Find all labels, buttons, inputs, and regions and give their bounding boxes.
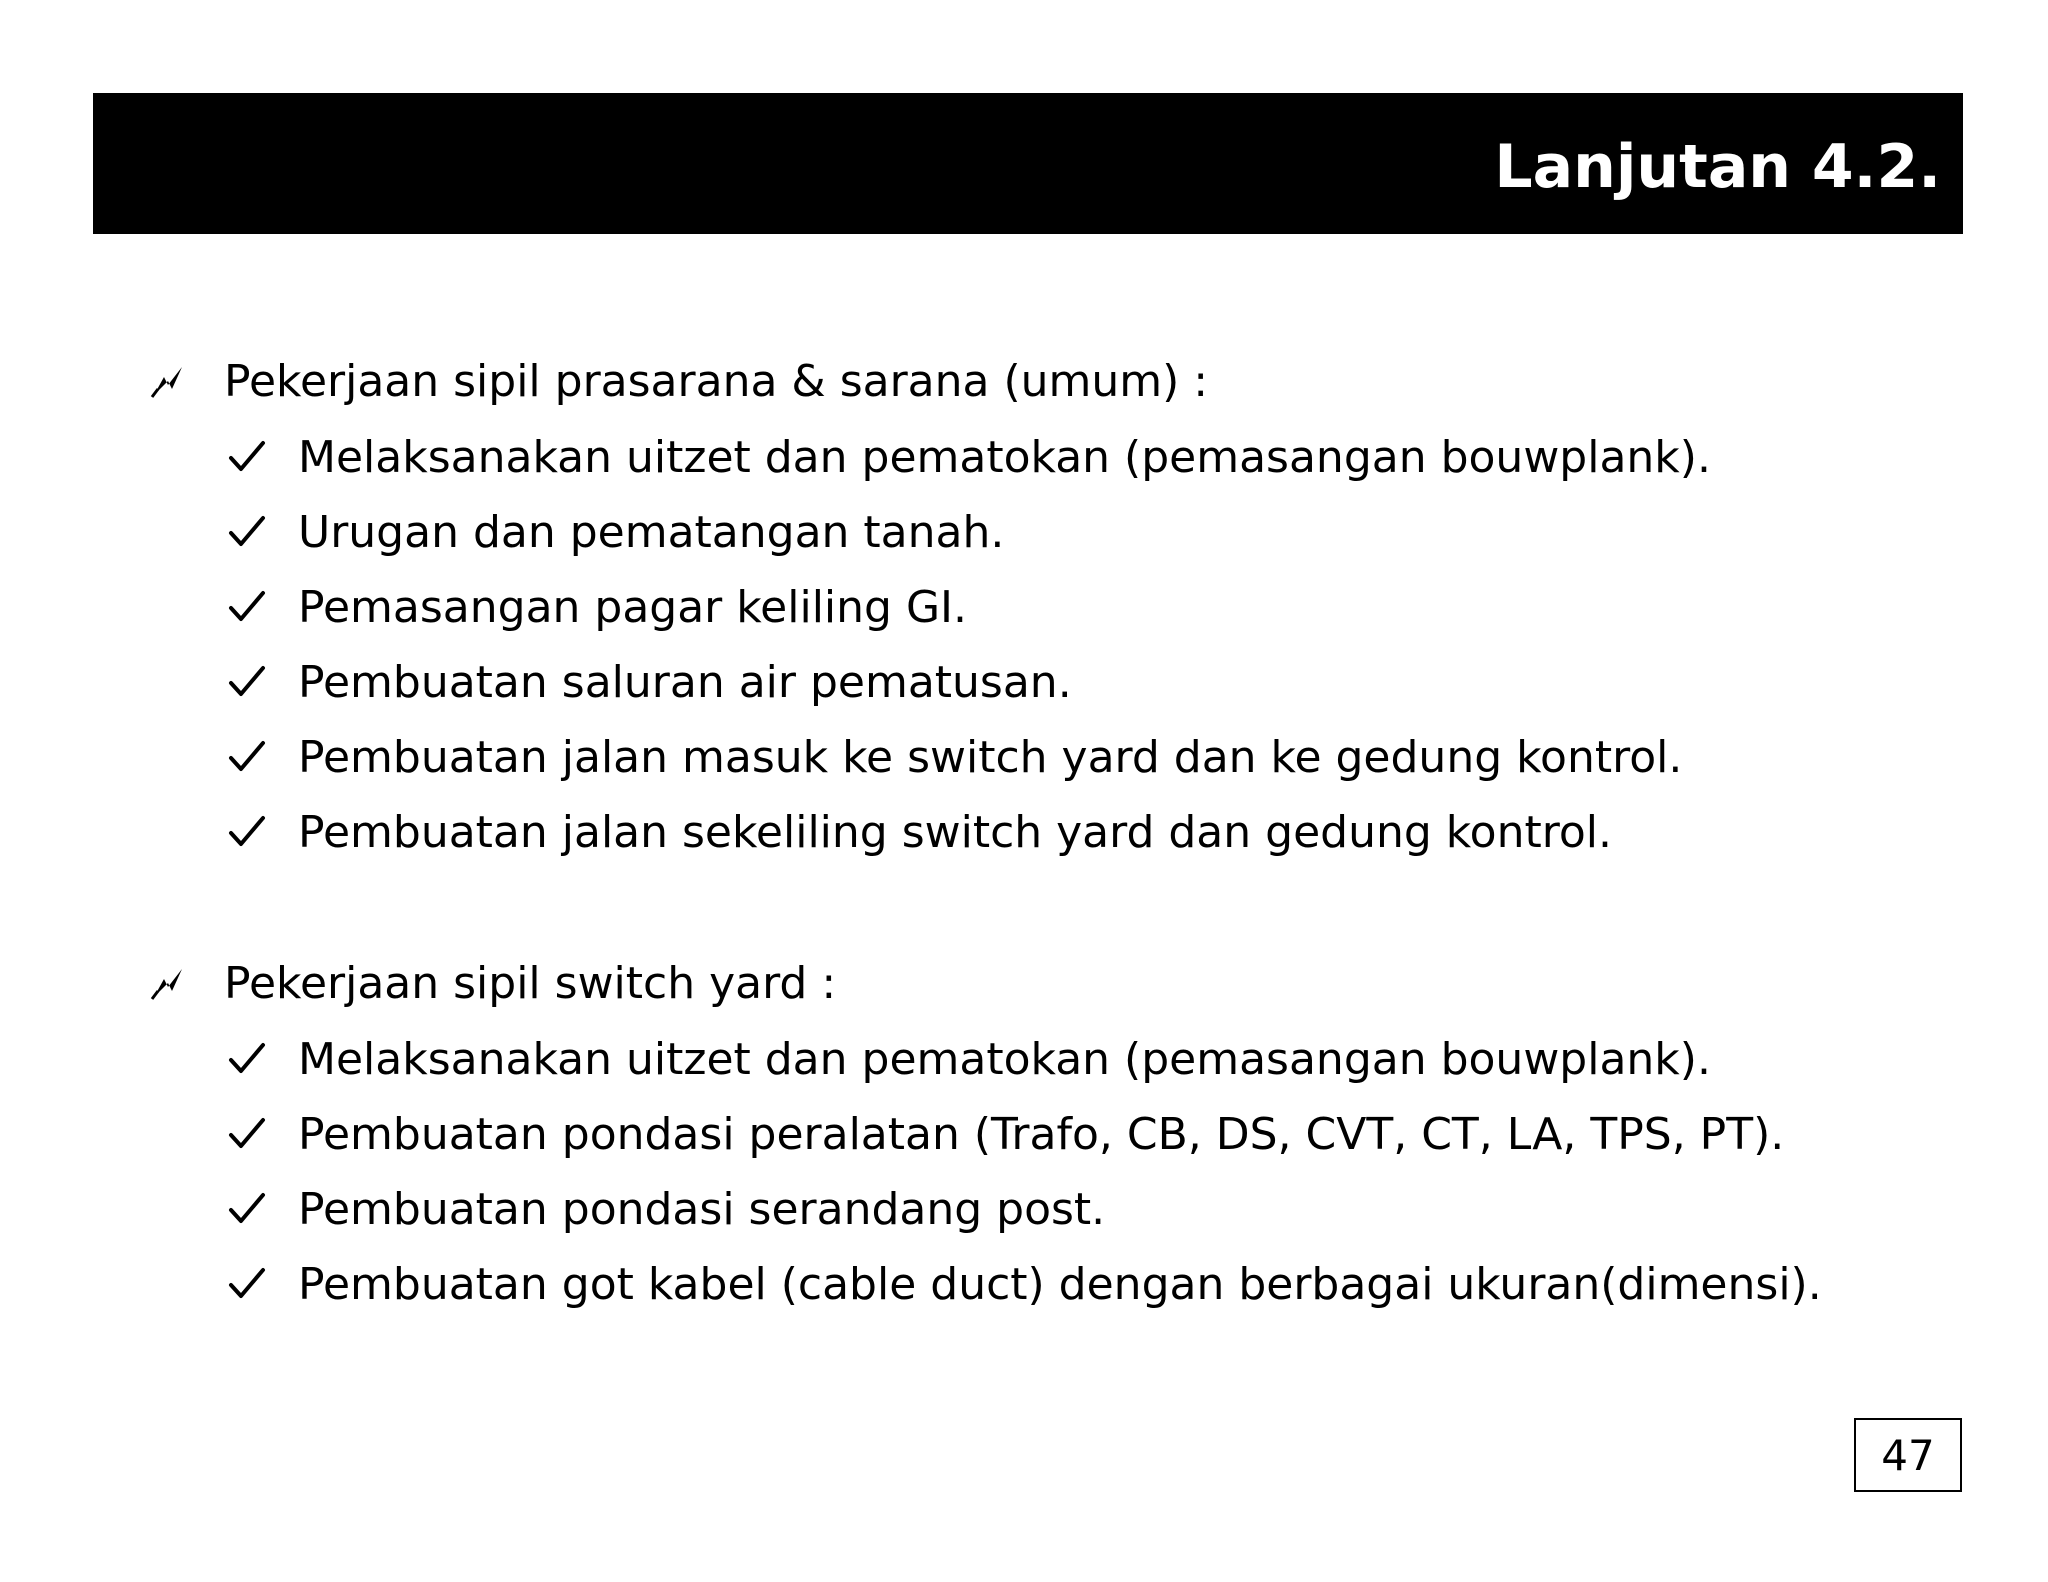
lightning-bolt-icon: [148, 361, 188, 401]
checkmark-icon: [226, 1038, 268, 1080]
list-item: [226, 497, 1004, 567]
checkmark-icon: [226, 1188, 268, 1230]
list-item: [226, 1099, 1784, 1169]
list-item-text: Melaksanakan uitzet dan pematokan (pemasangan bouwplank).: [298, 1033, 1711, 1085]
section-heading-switch-yard: [148, 948, 836, 1018]
list-item: [226, 647, 1072, 717]
list-item: [226, 1249, 1822, 1319]
checkmark-icon: [226, 661, 268, 703]
list-item-text: Melaksanakan uitzet dan pematokan (pemasangan bouwplank).: [298, 431, 1711, 483]
checkmark-icon: [226, 511, 268, 553]
slide-title: Lanjutan 4.2.: [1494, 132, 1941, 202]
title-bar: [93, 93, 1963, 234]
list-item: [226, 722, 1682, 792]
list-item: [226, 1024, 1711, 1094]
list-item-text: Pembuatan got kabel (cable duct) dengan berbagai ukuran(dimensi).: [298, 1258, 1822, 1310]
checkmark-icon: [226, 586, 268, 628]
checkmark-icon: [226, 811, 268, 853]
section-heading-text: Pekerjaan sipil switch yard :: [224, 957, 837, 1009]
list-item-text: Pembuatan saluran air pematusan.: [298, 656, 1072, 708]
list-item-text: Pembuatan jalan masuk ke switch yard dan ke gedung kontrol.: [298, 731, 1683, 783]
section-heading-text: Pekerjaan sipil prasarana & sarana (umum) :: [224, 355, 1209, 407]
lightning-bolt-icon: [148, 963, 188, 1003]
checkmark-icon: [226, 1113, 268, 1155]
list-item: [226, 422, 1711, 492]
checkmark-icon: [226, 436, 268, 478]
page-number: 47: [1854, 1418, 1962, 1492]
checkmark-icon: [226, 1263, 268, 1305]
list-item: [226, 572, 967, 642]
list-item-text: Pembuatan pondasi serandang post.: [298, 1183, 1106, 1235]
list-item-text: Pembuatan jalan sekeliling switch yard dan gedung kontrol.: [298, 806, 1612, 858]
list-item-text: Pembuatan pondasi peralatan (Trafo, CB, DS, CVT, CT, LA, TPS, PT).: [298, 1108, 1785, 1160]
list-item: [226, 797, 1612, 867]
list-item: [226, 1174, 1105, 1244]
checkmark-icon: [226, 736, 268, 778]
list-item-text: Urugan dan pematangan tanah.: [298, 506, 1005, 558]
section-heading-prasarana: [148, 346, 1208, 416]
list-item-text: Pemasangan pagar keliling GI.: [298, 581, 968, 633]
